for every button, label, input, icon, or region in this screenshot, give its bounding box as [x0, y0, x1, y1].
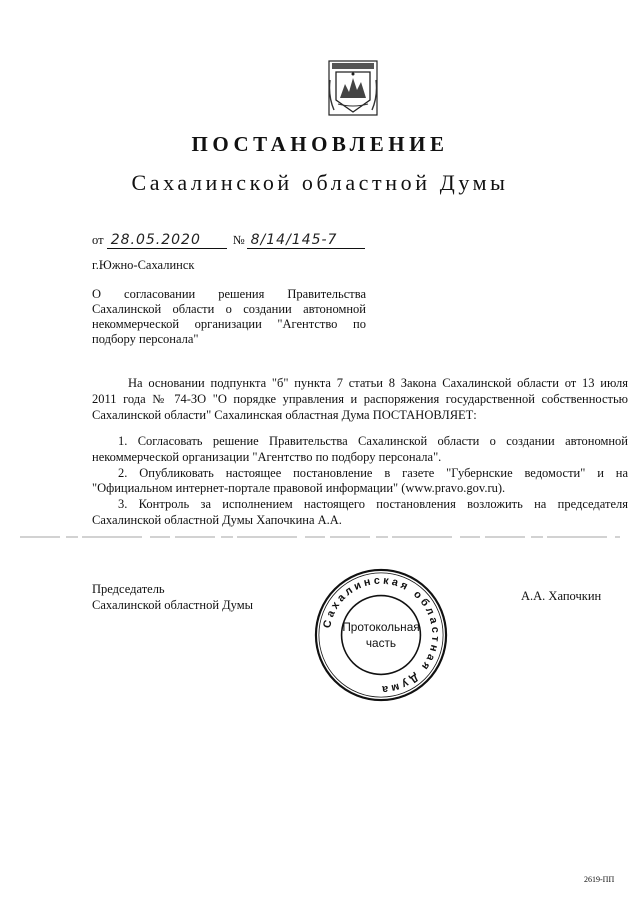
- subject-line: Сахалинской области о создании автономной: [92, 302, 366, 316]
- scan-artifact-line: [20, 536, 620, 538]
- official-stamp: [312, 566, 450, 704]
- preamble-line: На основании подпункта "б" пункта 7 статьи 8 Закона Сахалинской области от 13 июля: [128, 376, 628, 390]
- city-name: г.Южно-Сахалинск: [92, 258, 195, 272]
- date-number-line: [92, 232, 365, 249]
- subject-line: подбору персонала": [92, 332, 199, 346]
- stamp-center-line1: Протокольная: [342, 620, 420, 635]
- signatory-position: [92, 581, 253, 613]
- document-subtitle: Сахалинской областной Думы: [131, 170, 509, 195]
- signatory-position-line2: Сахалинской областной Думы: [92, 598, 254, 612]
- item-line: 1. Согласовать решение Правительства Сахалинской области о создании автономной: [118, 434, 628, 448]
- date-prefix: от: [92, 233, 104, 247]
- resolution-items: [92, 434, 628, 529]
- subject-line: О согласовании решения Правительства: [92, 287, 366, 301]
- footer-code: 2619-ПП: [584, 875, 615, 884]
- item-line: "Официальном интернет-портале правовой информации" (www.pravo.gov.ru).: [92, 481, 506, 496]
- number-value: 8/14/145-7: [247, 232, 365, 249]
- item-line: некоммерческой организации "Агентство по подбору персонала".: [92, 449, 442, 464]
- preamble-line: Сахалинской области" Сахалинская областная Дума ПОСТАНОВЛЯЕТ:: [92, 407, 477, 422]
- document-title: ПОСТАНОВЛЕНИЕ: [191, 132, 449, 156]
- signatory-position-line1: Председатель: [92, 582, 165, 596]
- number-prefix: №: [232, 233, 245, 247]
- coat-of-arms-emblem: [328, 60, 378, 116]
- stamp-center-line2: часть: [365, 635, 397, 650]
- date-value: 28.05.2020: [107, 232, 227, 249]
- signatory-name: А.А. Хапочкин: [521, 589, 602, 603]
- subject-block: [92, 287, 366, 347]
- item-line: Сахалинской областной Думы Хапочкина А.А.: [92, 512, 342, 527]
- stamp-ring-text: Сахалинская областная Дума: [321, 574, 442, 696]
- item-line: 3. Контроль за исполнением настоящего постановления возложить на председателя: [118, 497, 628, 512]
- item-line: 2. Опубликовать настоящее постановление в газете "Губернские ведомости" и на: [118, 465, 628, 480]
- preamble-line: 2011 года № 74-ЗО "О порядке управления и распоряжения государственной собственностью: [92, 391, 628, 406]
- preamble-paragraph: [92, 376, 628, 423]
- subject-line: некоммерческой организации "Агентство по: [92, 317, 366, 331]
